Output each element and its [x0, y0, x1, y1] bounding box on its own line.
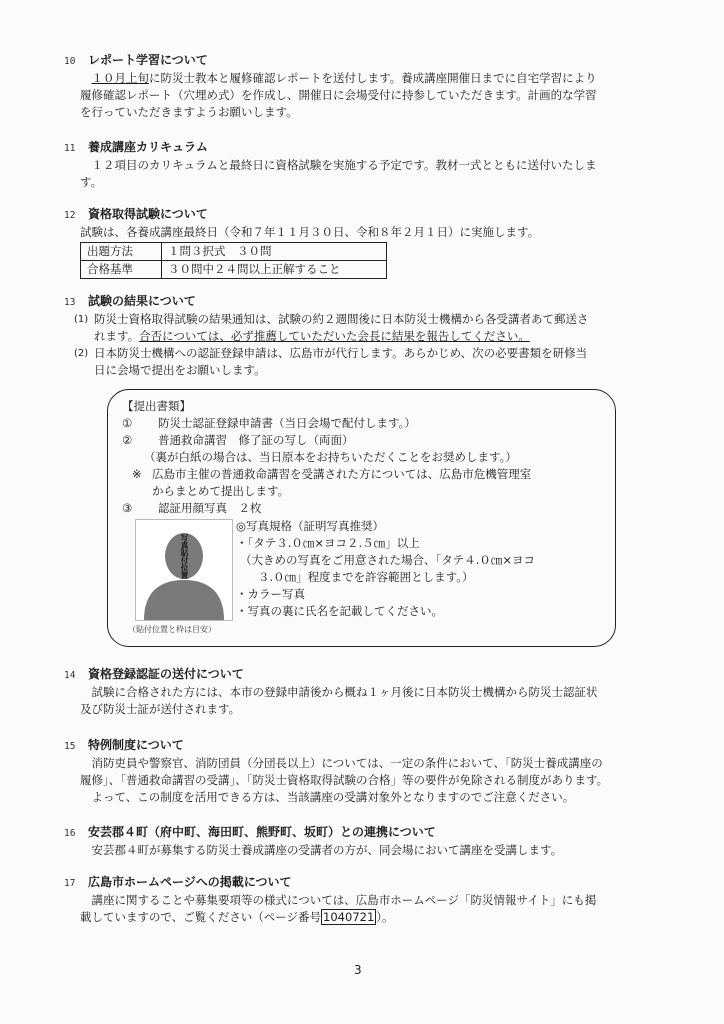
- section-number: 17: [64, 878, 76, 889]
- section-title: 広島市ホームページへの掲載について: [88, 875, 292, 889]
- section-body: １２項目のカリキュラムと最終日に資格試験を実施する予定です。教材一式とともに送付いたしま す。: [80, 158, 597, 189]
- list-item: (2) 日本防災士機構への認証登録申請は、広島市が代行します。あらかじめ、次の必要書類を研修当 日に会場で提出をお願いします。: [74, 346, 588, 377]
- underlined-instruction: 合否については、必ず推薦していただいた会長に結果を報告してください。: [139, 329, 530, 343]
- section-title: レポート学習について: [88, 53, 208, 67]
- table-row: [81, 243, 387, 261]
- table-cell-value: ３０問中２４問以上正解すること: [162, 261, 387, 279]
- table-cell-label: 出題方法: [81, 243, 162, 261]
- list-item: (1) 防災士資格取得試験の結果通知は、試験の約２週間後に日本防災士機構から各受講者あて郵送さ れます。合否については、必ず推薦していただいた会長に結果を報告してください。: [74, 312, 589, 343]
- table-row: [81, 261, 387, 279]
- section-17: [64, 874, 664, 926]
- photo-caption: （貼付位置と枠は目安）: [128, 625, 216, 634]
- section-15: [64, 737, 664, 806]
- page-number: 3: [354, 963, 362, 977]
- section-body: 講座に関することや募集要項等の様式については、広島市ホームページ「防災情報サイト」にも掲 載していますので、ご覧ください（ページ番号 1040721 ）。: [80, 893, 597, 924]
- section-number: 12: [64, 210, 76, 221]
- section-body: 安芸郡４町が募集する防災士養成講座の受講者の方が、同会場において講座を受講します。: [91, 843, 563, 857]
- note: ※ 広島市主催の普通救命講習を受講された方については、広島市危機管理室: [132, 467, 532, 481]
- section-number: 13: [64, 297, 76, 308]
- photo-placement-sample: [135, 519, 233, 621]
- section-number: 15: [64, 741, 76, 752]
- section-12: [64, 206, 664, 279]
- page-id-box: 1040721: [323, 910, 375, 924]
- list-item: ② 普通救命講習 修了証の写し（両面）: [122, 433, 354, 447]
- box-heading: 【提出書類】: [122, 399, 191, 413]
- photo-specification: ◎写真規格（証明写真推奨） ・「タテ３.０㎝×ヨコ２.５㎝」以上 （大きめの写真をご用意された場合、「タテ４.０㎝×ヨコ ３.０㎝」程度までを許容範囲とします。） ・カラー写真 ・写真の裏に氏名を記載してください。: [236, 519, 536, 618]
- section-body: [74, 311, 664, 379]
- section-11: [64, 139, 664, 191]
- section-number: 10: [64, 56, 76, 67]
- section-13: [64, 293, 664, 379]
- section-title: 養成講座カリキュラム: [88, 140, 208, 154]
- table-cell-value: １問３択式 ３０問: [162, 243, 387, 261]
- list-item: ① 防災士認証登録申請書（当日会場で配付します。）: [122, 416, 416, 430]
- required-documents-box: 【提出書類】 ① 防災士認証登録申請書（当日会場で配付します。） ② 普通救命講習 修了証の写し（両面） （裏が白紙の場合は、当日原本をお持ちいただくことをお奨めします。） ※ 広島市主催の普通救命講習を受講された方については、広島市危機管理室 からまとめて提出します。 ③ 認証用顔写真 ２枚 写真貼付位置 （貼付位置と枠は目安） ◎写真規格（証明写真推奨） ・「タテ３.０㎝×ヨコ２.５㎝」以上 （大きめの写真をご用意された場合、「タテ４.０㎝×ヨコ ３.０㎝」程度までを許容範囲とします。） ・カラー写真 ・写真の裏に氏名を記載してください。: [107, 389, 616, 647]
- section-16: [64, 824, 664, 859]
- section-title: 資格取得試験について: [88, 207, 208, 221]
- section-title: 試験の結果について: [88, 294, 196, 308]
- section-10: [64, 52, 664, 121]
- section-number: 16: [64, 828, 76, 839]
- section-title: 特例制度について: [88, 738, 184, 752]
- section-body: １０月上旬に防災士教本と履修確認レポートを送付します。養成講座開催日までに自宅学習により 履修確認レポート（穴埋め式）を作成し、開催日に会場受付に持参していただきます。計画的な学習 を行っていただきますようお願いします。: [80, 71, 597, 119]
- section-body: 消防吏員や警察官、消防団員（分団長以上）については、一定の条件において、「防災士養成講座の 履修」、「普通救命講習の受講」、「防災士資格取得試験の合格」等の要件が免除される制度があります。 よって、この制度を活用できる方は、当該講座の受講対象外となりますのでご注意ください。: [80, 756, 609, 804]
- section-number: 11: [64, 143, 76, 154]
- photo-label: 写真貼付位置: [180, 534, 189, 579]
- section-number: 14: [64, 670, 76, 681]
- section-body: 試験は、各養成講座最終日（令和７年１１月３０日、令和８年２月１日）に実施します。 出題方法 １問３択式 ３０問 合格基準 ３０問中２４問以上正解すること: [80, 224, 664, 279]
- section-body: 試験に合格された方には、本市の登録申請後から概ね１ヶ月後に日本防災士機構から防災士認証状 及び防災士証が送付されます。: [80, 685, 598, 716]
- table-cell-label: 合格基準: [81, 261, 162, 279]
- list-item: ③ 認証用顔写真 ２枚: [122, 501, 262, 515]
- section-14: [64, 666, 664, 718]
- section-title: 安芸郡４町（府中町、海田町、熊野町、坂町）との連携について: [88, 825, 436, 839]
- underlined-date: １０月上旬: [91, 71, 149, 85]
- exam-table: [80, 242, 387, 279]
- section-title: 資格登録認証の送付について: [88, 667, 244, 681]
